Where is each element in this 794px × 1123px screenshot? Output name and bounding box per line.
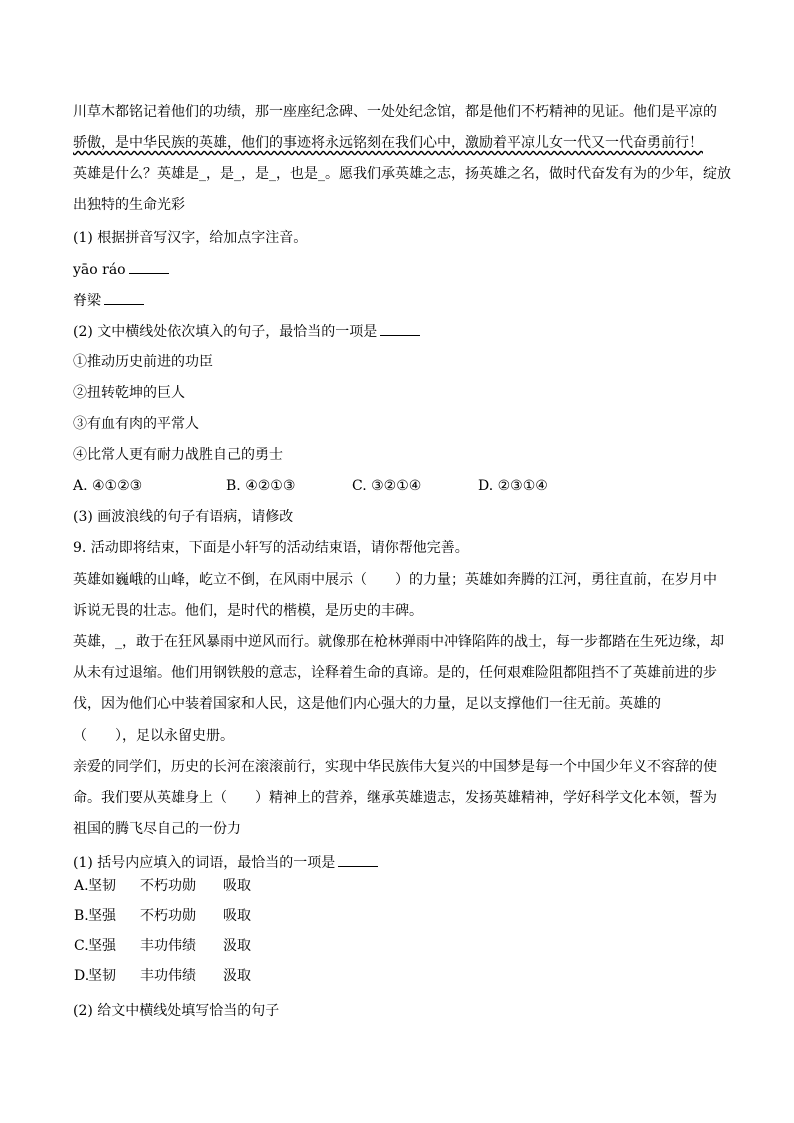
word-text: 脊梁	[73, 293, 101, 309]
q9-sub1	[73, 852, 378, 873]
q8-option-d[interactable]: D. ②③①④	[478, 478, 548, 494]
wavy-underlined-sentence: 骄傲，是中华民族的英雄，他们的事迹将永远铭刻在我们心中，激励着平凉儿女一代又一代奋勇前行！	[73, 135, 703, 151]
answer-blank[interactable]	[129, 259, 169, 274]
choice-d-label[interactable]: D.	[74, 968, 90, 984]
choice-d-word2: 丰功伟绩	[140, 968, 196, 984]
choice-b-word2: 不朽功勋	[140, 908, 196, 924]
q9-paragraph-3b: 命。我们要从英雄身上（ ）精神上的营养，继承英雄遗志，发扬英雄精神，学好科学文化本领，誓为	[73, 790, 717, 806]
answer-blank[interactable]	[380, 321, 420, 336]
q8-item-4: ④比常人更有耐力战胜自己的勇士	[73, 447, 283, 463]
choice-c-word2: 丰功伟绩	[140, 938, 196, 954]
q9-intro: 9. 活动即将结束，下面是小轩写的活动结束语，请你帮他完善。	[73, 540, 469, 556]
q8-option-a[interactable]: A. ④①②③	[73, 478, 143, 494]
choice-b-label[interactable]: B.	[74, 908, 89, 924]
q9-sub2: (2) 给文中横线处填写恰当的句子	[73, 1003, 280, 1019]
q9-paragraph-2a: 英雄，_，敢于在狂风暴雨中逆风而行。就像那在枪林弹雨中冲锋陷阵的战士，每一步都踏在生死边缘，却	[73, 634, 724, 650]
passage-line-2	[73, 133, 703, 153]
choice-c-word1: 坚强	[88, 938, 116, 954]
q8-word-row	[73, 290, 144, 311]
q8-sub2	[73, 321, 420, 342]
q8-sub3: (3) 画波浪线的句子有语病，请修改	[73, 509, 294, 525]
q8-item-2: ②扭转乾坤的巨人	[73, 385, 185, 401]
answer-blank[interactable]	[104, 290, 144, 305]
q9-paragraph-3c: 祖国的腾飞尽自己的一份力	[73, 821, 241, 837]
q8-pinyin-row	[73, 259, 169, 280]
q8-sub2-text: (2) 文中横线处依次填入的句子，最恰当的一项是	[73, 324, 378, 340]
q9-paragraph-2c: 伐，因为他们心中装着国家和人民，这是他们内心强大的力量，足以支撑他们一往无前。英雄的	[73, 696, 661, 712]
passage-line-3: 英雄是什么？英雄是_，是_，是_，也是_。愿我们承英雄之志，扬英雄之名，做时代奋发有为的少年，绽放	[73, 166, 731, 182]
choice-c-word3: 汲取	[223, 938, 251, 954]
choice-b-word1: 坚强	[88, 908, 116, 924]
choice-a-word1: 坚韧	[88, 878, 116, 894]
choice-b-word3: 吸取	[223, 908, 251, 924]
answer-blank[interactable]	[338, 852, 378, 867]
choice-a-word2: 不朽功勋	[140, 878, 196, 894]
q8-option-b[interactable]: B. ④②①③	[226, 478, 296, 494]
q9-paragraph-3a: 亲爱的同学们，历史的长河在滚滚前行，实现中华民族伟大复兴的中国梦是每一个中国少年义不容辞的使	[73, 759, 717, 775]
q8-item-1: ①推动历史前进的功臣	[73, 354, 213, 370]
choice-d-word1: 坚韧	[88, 968, 116, 984]
q9-paragraph-1a: 英雄如巍峨的山峰，屹立不倒，在风雨中展示（ ）的力量；英雄如奔腾的江河，勇往直前，在岁月中	[73, 572, 717, 588]
q8-sub1: (1) 根据拼音写汉字，给加点字注音。	[73, 230, 308, 246]
q8-item-3: ③有血有肉的平常人	[73, 416, 199, 432]
choice-a-word3: 吸取	[223, 878, 251, 894]
choice-d-word3: 汲取	[223, 968, 251, 984]
q8-option-c[interactable]: C. ③②①④	[352, 478, 422, 494]
choice-c-label[interactable]: C.	[74, 938, 89, 954]
q9-paragraph-1b: 诉说无畏的壮志。他们，是时代的楷模，是历史的丰碑。	[73, 603, 423, 619]
pinyin-text: yāo ráo	[73, 262, 126, 278]
q9-paragraph-2b: 从未有过退缩。他们用钢铁般的意志，诠释着生命的真谛。是的，任何艰难险阻都阻挡不了英雄前进的步	[73, 665, 717, 681]
passage-line-1: 川草木都铭记着他们的功绩，那一座座纪念碑、一处处纪念馆，都是他们不朽精神的见证。他们是平凉的	[73, 104, 717, 120]
choice-a-label[interactable]: A.	[74, 878, 89, 894]
passage-line-4: 出独特的生命光彩	[73, 197, 185, 213]
q9-paragraph-2d: （ ），足以永留史册。	[73, 728, 234, 744]
q9-sub1-text: (1) 括号内应填入的词语，最恰当的一项是	[73, 855, 336, 871]
